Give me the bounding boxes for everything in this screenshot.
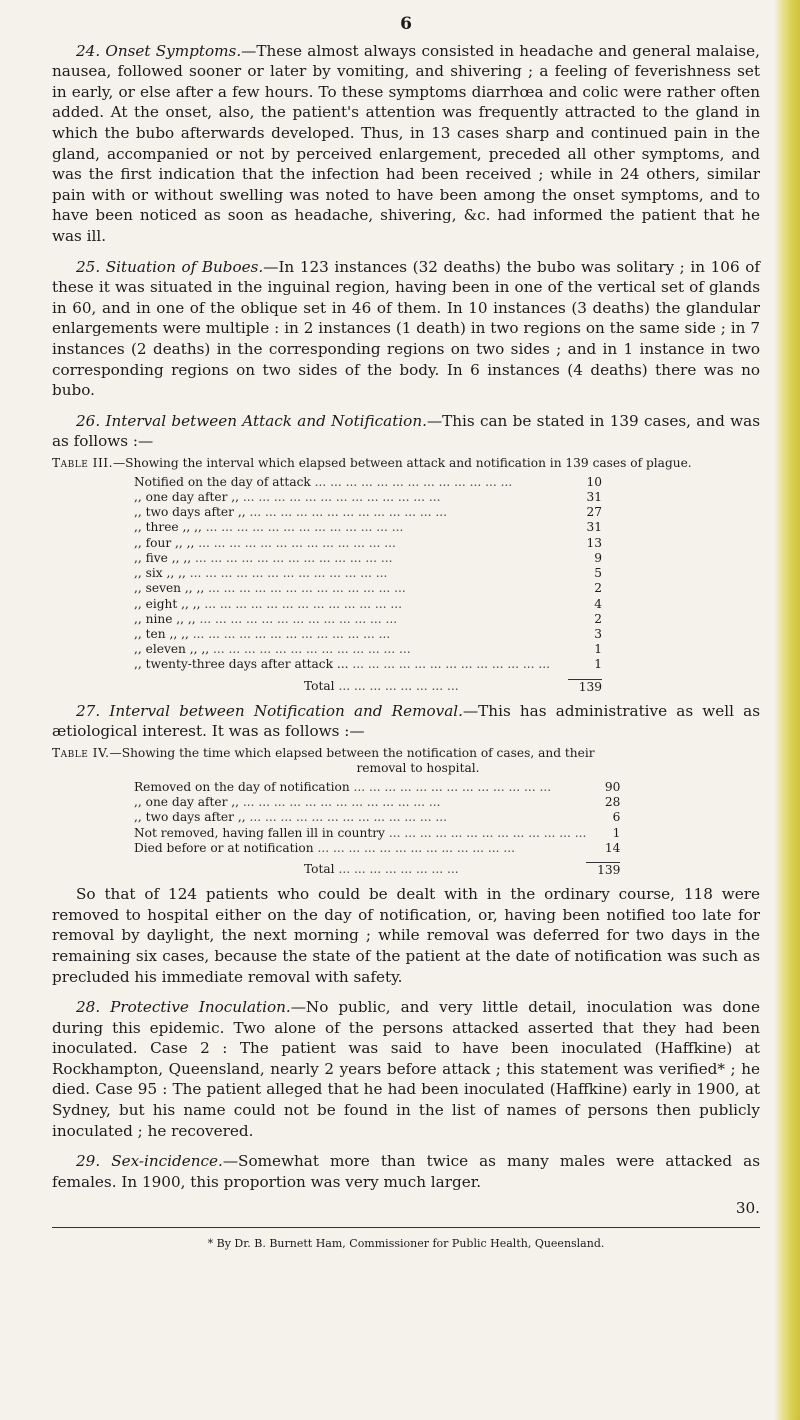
row-label: ,, seven ,, ,, [134,581,205,596]
table4-caption [52,746,760,776]
section-heading: 26. Interval between Attack and Notification. [76,411,427,430]
section-text: —No public, and very little detail, inoculation was done during this epidemic. Two alone of the persons attacked asserted that they had been inoculated. Case 2 : The patient was said to have been inoculated (Haffkine) at Rockhampton, Queensland, nearly 2 years before attack ; this statement was verified* ; he died. Case 95 : The patient alleged that he had been inoculated (Haffkine) early in 1900, at Sydney, but his name could not be found in the list of names of persons then publicly inoculated ; he recovered. [52,998,760,1140]
catchword: 30. [735,1199,760,1218]
row-value: 31 [586,490,602,505]
leader-dots: ... ... ... ... ... ... ... ... ... ... ... ... ... [348,657,550,672]
section-heading: 27. Interval between Notification and Removal. [76,701,463,720]
section-29 [52,1151,760,1192]
leader-dots: ... ... ... ... ... ... ... ... ... ... ... ... ... [194,535,396,550]
row-label: Removed on the day of notification [134,779,350,794]
table-row [134,520,602,535]
table-total-row [134,673,602,695]
row-label: Not removed, having fallen ill in country [134,825,385,840]
leader-dots: ... ... ... ... ... ... ... ... ... ... ... ... ... [349,779,552,794]
table-total-row [134,856,620,878]
table-row [134,795,620,810]
leader-dots: ... ... ... ... ... ... ... ... ... ... ... ... ... [185,566,388,581]
table-row [134,505,602,520]
row-label: ,, eleven ,, ,, [134,642,210,657]
table4 [134,780,620,878]
table-label: Table III. [52,455,113,470]
leader-dots: ... ... ... ... ... ... ... ... [334,862,459,877]
footnote: * By Dr. B. Burnett Ham, Commissioner for Public Health, Queensland. [207,1237,605,1251]
table-row [134,581,602,596]
table-row [134,657,602,672]
row-value: 13 [586,535,602,550]
row-value: 4 [594,596,602,611]
section-text: —This has administrative as well as ætiological interest. It was as follows :— [52,701,760,741]
row-value: 9 [594,550,602,565]
row-label: ,, nine ,, ,, [134,611,196,626]
row-value: 3 [594,626,602,641]
section-28 [52,997,760,1141]
row-value: 2 [594,611,602,626]
leader-dots: ... ... ... ... ... ... ... ... ... ... ... ... ... [245,505,448,520]
table-row [134,612,602,627]
leader-dots: ... ... ... ... ... ... ... ... ... ... ... ... ... [239,795,441,810]
leader-dots: ... ... ... ... ... ... ... ... ... ... ... ... ... [209,642,411,657]
row-label: ,, twenty-three days after attack ... [134,657,349,672]
row-label: ,, one day after ,, [134,490,240,505]
table-row [134,536,602,551]
paragraph-after-table4: So that of 124 patients who could be dealt with in the ordinary course, 118 were removed to hospital either on the day of notification, or, having been notified too late for removal by daylight, the next morning ; while removal was deferred for two days in the remaining six cases, because the state of the patient at the date of notification was such as precluded his immediate removal with safety. [52,885,760,986]
row-label: Died before or at notification [134,840,314,855]
leader-dots: ... ... ... ... ... ... ... ... ... ... ... ... ... [384,825,587,840]
page-edge-shadow [774,0,800,1420]
table-label: Table IV. [52,745,110,760]
total-label: Total [304,862,335,877]
leader-dots: ... ... ... ... ... ... ... ... ... ... ... ... ... [204,581,406,596]
table-row [134,627,602,642]
row-value: 90 [604,779,621,794]
table-caption-text: —Showing the time which elapsed between the notification of cases, and their [109,745,595,760]
section-26 [52,411,760,452]
row-value: 31 [586,520,602,535]
leader-dots: ... ... ... ... ... ... ... ... ... ... ... ... ... [200,596,402,611]
total-label: Total [304,679,335,694]
table-row [134,551,602,566]
leader-dots: ... ... ... ... ... ... ... ... ... ... ... ... ... [239,490,441,505]
row-value: 1 [612,825,621,840]
table-row [134,780,620,795]
leader-dots: ... ... ... ... ... ... ... ... ... ... ... ... ... [313,840,516,855]
table-row [134,597,602,612]
leader-dots: ... ... ... ... ... ... ... ... ... ... ... ... ... [245,810,448,825]
row-value: 10 [586,474,602,489]
table-row [134,642,602,657]
footnote-divider [52,1227,760,1228]
row-value: 28 [604,795,621,810]
leader-dots: ... ... ... ... ... ... ... ... ... ... ... ... ... [201,520,404,535]
table-row [134,566,602,581]
row-label: ,, five ,, ,, [134,550,192,565]
table-row [134,810,620,825]
section-text: —Somewhat more than twice as many males were attacked as females. In 1900, this proportion was very much larger. [52,1152,761,1191]
table3-caption [52,456,760,471]
row-label: ,, six ,, ,, [134,566,186,581]
section-25 [52,257,760,401]
row-label: ,, one day after ,, [134,795,240,810]
row-value: 2 [594,581,602,596]
document-page [52,14,760,1255]
section-text: —This can be stated in 139 cases, and was as follows :— [52,411,760,451]
total-value: 139 [597,862,621,877]
row-label: ,, ten ,, ,, [134,626,189,641]
row-label: ,, eight ,, ,, [134,596,201,611]
table-caption-line2: removal to hospital. [356,760,480,775]
section-heading: 25. Situation of Buboes. [76,257,264,276]
leader-dots: ... ... ... ... ... ... ... ... ... ... ... ... ... [195,611,398,626]
row-value: 6 [612,810,621,825]
leader-dots: ... ... ... ... ... ... ... ... [334,679,459,694]
row-label: ,, two days after ,, [134,810,246,825]
section-heading: 24. Onset Symptoms. [76,41,242,60]
row-label: ,, two days after ,, [134,505,246,520]
section-text: —These almost always consisted in headache and general malaise, nausea, followed sooner or later by vomiting, and shivering ; a feeling of feverishness set in early, or else after a few hours. To these symptoms diarrhœa and colic were rather often added. At the onset, also, the patient's attention was frequently attracted to the gland in which the bubo afterwards developed. Thus, in 13 cases sharp and continued pain in the gland, accompanied or not by perceived enlargement, preceded all other symptoms, and was the first indication that the infection had been received ; while in 24 others, similar pain with or without swelling was noted to have been among the onset symptoms, and to have been noticed as soon as headache, shivering, &c. had informed the patient that he was ill. [52,41,760,245]
section-heading: 29. Sex-incidence. [76,1152,223,1171]
row-value: 27 [586,505,602,520]
row-value: 1 [594,657,602,672]
leader-dots: ... ... ... ... ... ... ... ... ... ... ... ... ... [191,550,393,565]
table-row [134,490,602,505]
section-text: —In 123 instances (32 deaths) the bubo was solitary ; in 106 of these it was situated in the inguinal region, having been in one of the vertical set of glands in 60, and in one of the oblique set in 46 of them. In 10 instances (3 deaths) the glandular enlargements were multiple : in 2 instances (1 death) in two regions on the same side ; in 7 instances (2 deaths) in the corresponding regions on two sides ; and in 1 instance in two corresponding regions on two sides of the body. In 6 instances (4 deaths) there was no bubo. [52,257,761,400]
table-row [134,475,602,490]
page-number: 6 [400,14,412,34]
row-value: 14 [604,840,621,855]
table3 [134,475,602,695]
table-row [134,841,620,856]
total-value: 139 [578,679,602,694]
row-label: ,, three ,, ,, [134,520,202,535]
leader-dots: ... ... ... ... ... ... ... ... ... ... ... ... ... [310,474,513,489]
table-caption-text: —Showing the interval which elapsed between attack and notification in 139 cases of plague. [112,455,692,470]
section-24 [52,41,760,247]
row-value: 5 [594,566,602,581]
row-label: Notified on the day of attack [134,474,311,489]
section-27 [52,701,760,742]
table-row [134,826,620,841]
section-heading: 28. Protective Inoculation. [76,998,291,1017]
leader-dots: ... ... ... ... ... ... ... ... ... ... ... ... ... [188,626,391,641]
row-value: 1 [594,642,602,657]
row-label: ,, four ,, ,, [134,535,195,550]
